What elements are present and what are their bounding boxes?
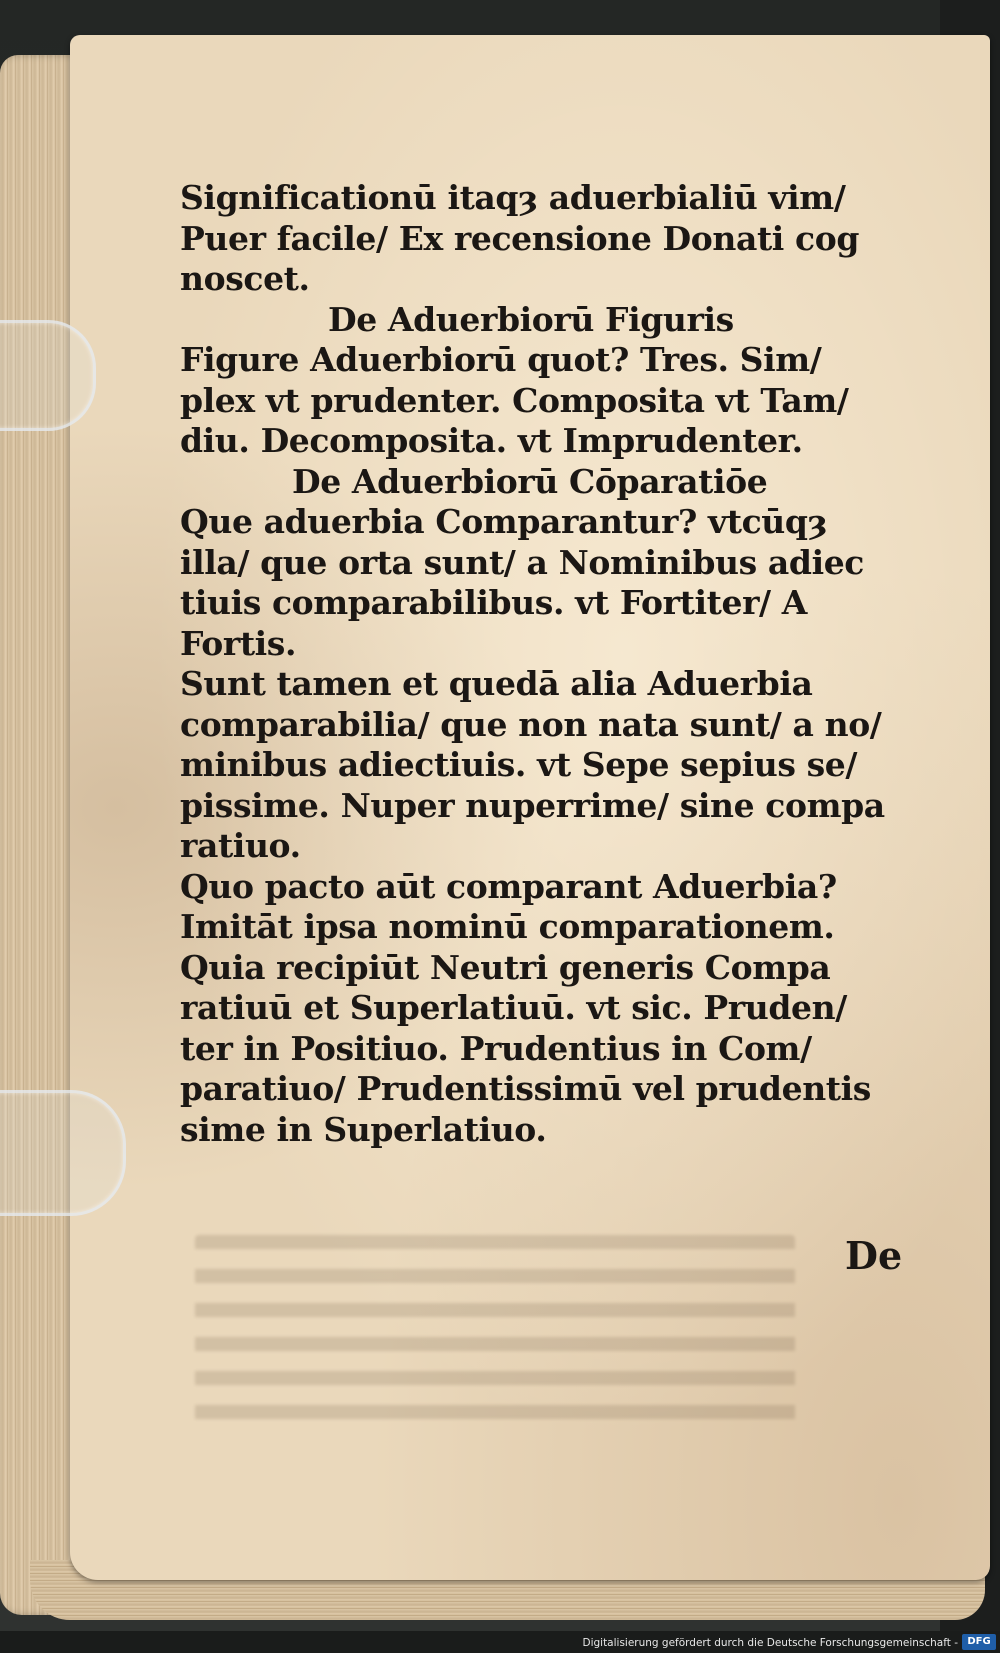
text-line: ter in Positiuo. Prudentius in Com/ xyxy=(180,1028,812,1068)
text-line: Imitāt ipsa nominū comparationem. xyxy=(180,907,835,946)
text-line: pissime. Nuper nuperrime/ sine compa xyxy=(180,785,885,825)
text-line: noscet. xyxy=(180,259,310,298)
text-line: Que aduerbia Comparantur? vtcūqȝ xyxy=(180,502,828,541)
text-line: Figure Aduerbiorū quot? Tres. Sim/ xyxy=(180,340,822,379)
text-line: diu. Decomposita. vt Imprudenter. xyxy=(180,421,803,460)
page-clip-bottom xyxy=(0,1090,126,1216)
text-line: tiuis comparabilibus. vt Fortiter/ A xyxy=(180,583,808,622)
text-line: ratiuū et Superlatiuū. vt sic. Pruden/ xyxy=(180,988,847,1027)
funding-credit: Digitalisierung gefördert durch die Deutsche Forschungsgemeinschaft - xyxy=(582,1637,958,1649)
text-line: comparabilia/ que non nata sunt/ a no/ xyxy=(180,704,882,744)
text-line: paratiuo/ Prudentissimū vel prudentis xyxy=(180,1069,871,1108)
text-line: ratiuo. xyxy=(180,826,301,865)
footer-bar xyxy=(0,1631,1000,1653)
page-clip-top xyxy=(0,320,96,431)
text-line: sime in Superlatiuo. xyxy=(180,1109,547,1149)
section-heading-figuris: De Aduerbiorū Figuris xyxy=(328,299,734,339)
text-line: plex vt prudenter. Composita vt Tam/ xyxy=(180,380,849,420)
text-line: Sunt tamen et quedā alia Aduerbia xyxy=(180,664,813,703)
catchword: De xyxy=(845,1233,903,1278)
text-line: Puer facile/ Ex recensione Donati cog xyxy=(180,218,859,258)
text-line: Quia recipiūt Neutri generis Compa xyxy=(180,947,831,987)
text-line: Significationū itaqȝ aduerbialiū vim/ xyxy=(180,178,846,217)
show-through-text xyxy=(195,1235,795,1435)
text-line: Quo pacto aūt comparant Aduerbia? xyxy=(180,866,837,906)
text-line: illa/ que orta sunt/ a Nominibus adiec xyxy=(180,542,864,582)
page-text-block xyxy=(180,178,900,1150)
section-heading-comparatione: De Aduerbiorū Cōparatiōe xyxy=(292,461,768,501)
dfg-logo-badge: DFG xyxy=(962,1634,996,1650)
text-line: minibus adiectiuis. vt Sepe sepius se/ xyxy=(180,745,858,784)
text-line: Fortis. xyxy=(180,623,297,663)
